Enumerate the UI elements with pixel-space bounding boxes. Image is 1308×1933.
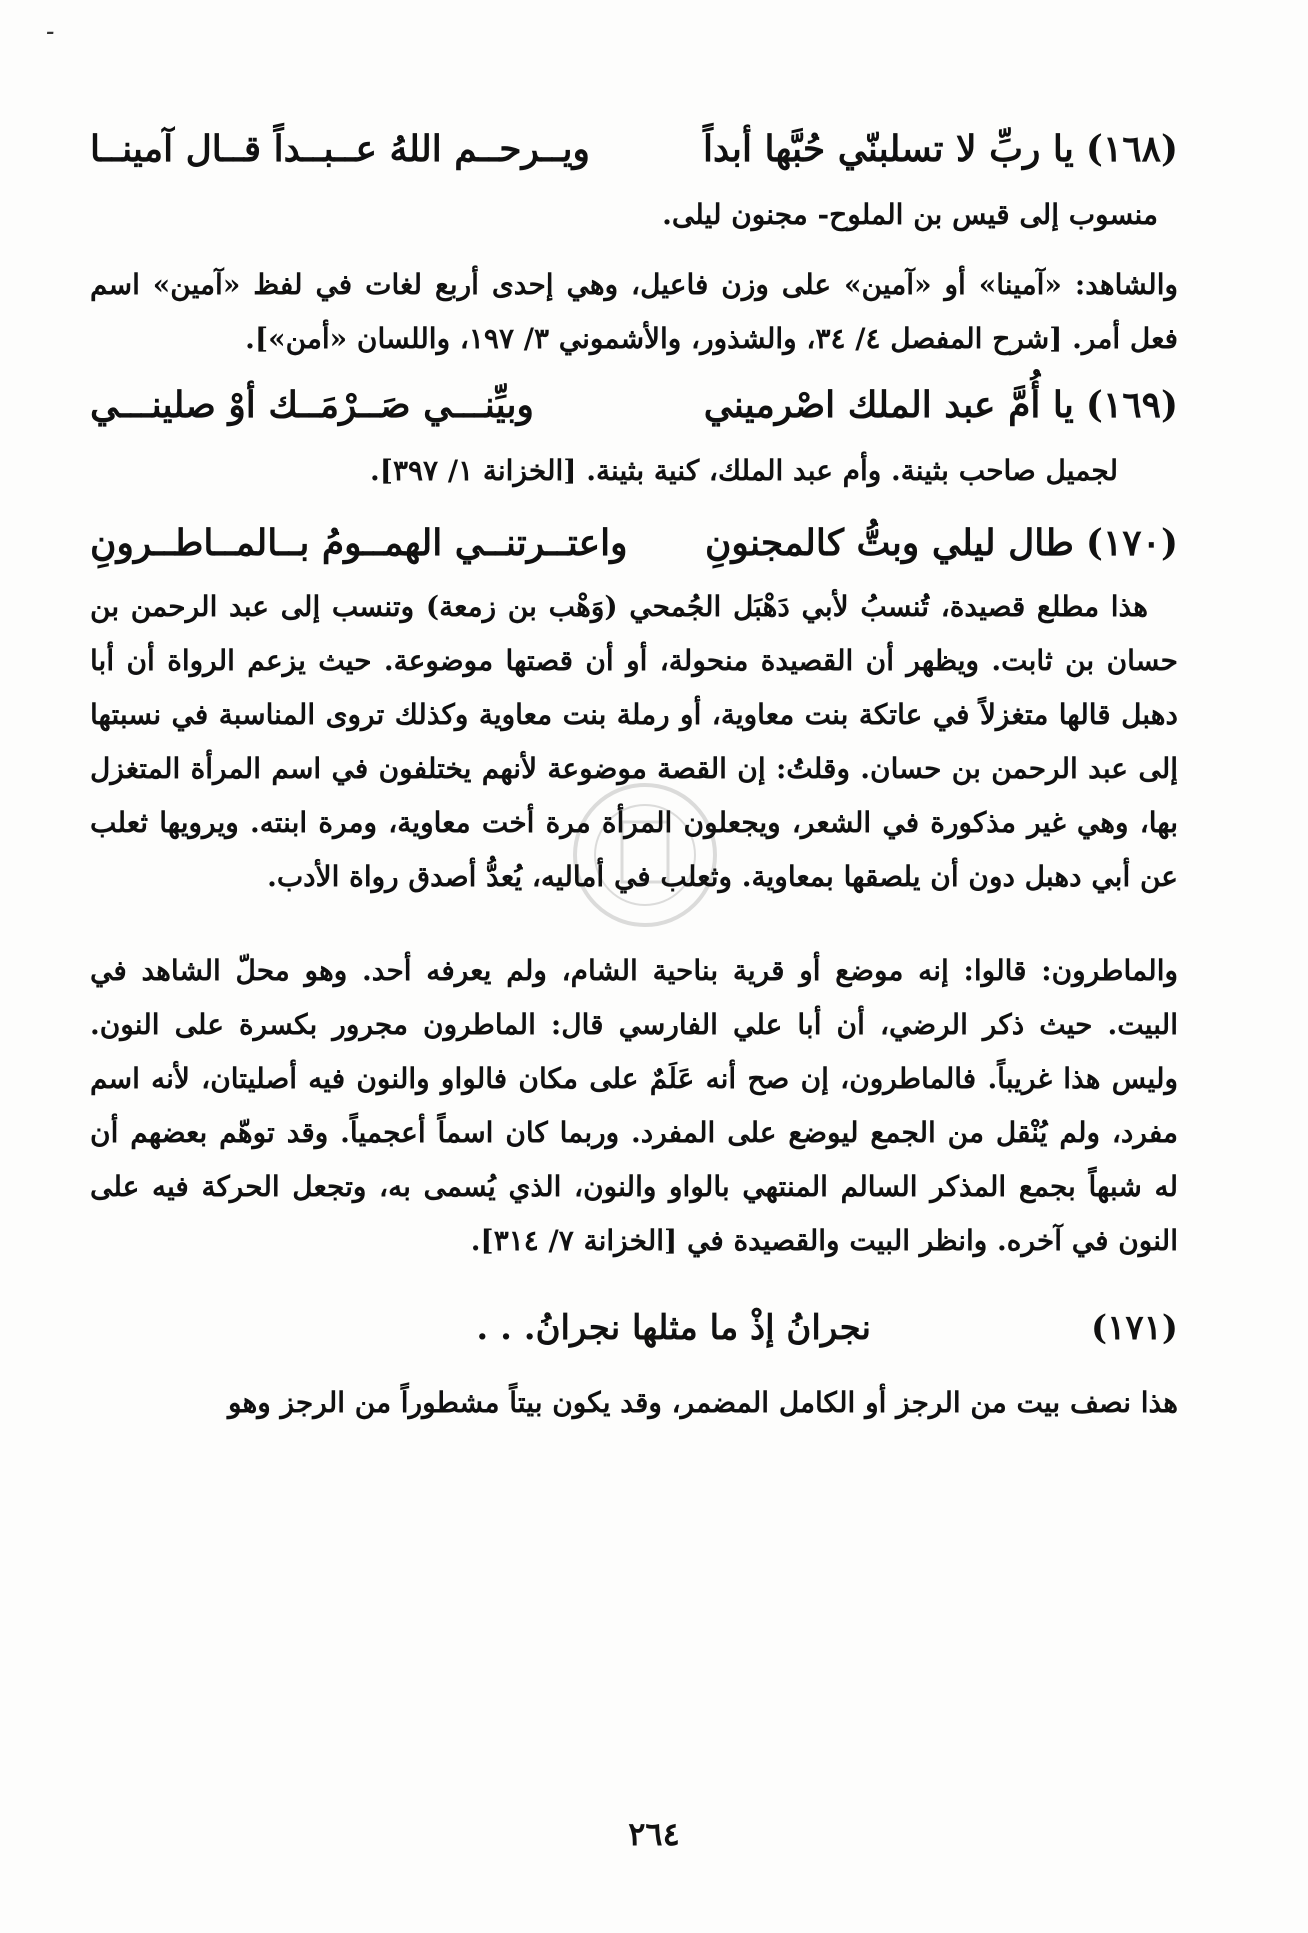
verse-number: (١٦٩) <box>1085 384 1178 426</box>
first-hemistich: يا ربِّ لا تسلبنّي حُبَّها أبداً <box>703 128 1074 170</box>
verse-number: (١٧٠) <box>1085 522 1178 564</box>
second-hemistich: وبيِّنـــي صَــرْمَــك أوْ صلينـــي <box>90 384 534 426</box>
second-hemistich: ويــرحــم اللهُ عــبــداً قــال آمينــا <box>90 128 590 170</box>
paragraph-170-intro: هذا مطلع قصيدة، تُنسبُ لأبي دَهْبَل الجُمحي (وَهْب بن زمعة) وتنسب إلى عبد الرحمن بن حسان بن ثابت. ويظهر أن القصيدة منحولة، أو أن قصتها موضوعة. حيث يزعم الرواة أن أبا دهبل قالها متغزلاً في عاتكة بنت معاوية، أو رملة بنت معاوية وكذلك تروى المناسبة في نسبتها إلى عبد الرحمن بن حسان. وقلتُ: إن القصة موضوعة لأنهم يختلفون في اسم المرأة المتغزل بها، وهي غير مذكورة في الشعر، ويجعلون المرأة مرة أخت معاوية، ومرة ابنته. ويرويها ثعلب عن أبي دهبل دون أن يلصقها بمعاوية. وثعلب في أماليه، يُعدُّ أصدق رواة الأدب. <box>90 590 1179 893</box>
paragraph-171: هذا نصف بيت من الرجز أو الكامل المضمر، وقد يكون بيتاً مشطوراً من الرجز وهو <box>227 1386 1178 1419</box>
attribution-169: لجميل صاحب بثينة. وأم عبد الملك، كنية بثينة. [الخزانة ١/ ٣٩٧]. <box>369 454 1118 487</box>
page-content <box>90 120 1178 1438</box>
verse-168 <box>90 120 1178 178</box>
verse-169 <box>90 376 1178 434</box>
verse-170 <box>90 514 1178 572</box>
paragraph-170-matirun: والماطرون: قالوا: إنه موضع أو قرية بناحية الشام، ولم يعرفه أحد. وهو محلّ الشاهد في البيت. حيث ذكر الرضي، أن أبا علي الفارسي قال: الماطرون مجرور بكسرة على النون. وليس هذا غريباً. فالماطرون، إن صح أنه عَلَمٌ على مكان فالواو والنون فيه أصليتان، لأنه اسم مفرد، ولم يُنْقل من الجمع ليوضع على المفرد. وربما كان اسماً أعجمياً. وقد توهّم بعضهم أن له شبهاً بجمع المذكر السالم المنتهي بالواو والنون، الذي يُسمى به، وتجعل الحركة فيه على النون في آخره. وانظر البيت والقصيدة في [الخزانة ٧/ ٣١٤]. <box>90 954 1178 1257</box>
page-number: ٢٦٤ <box>628 1815 680 1853</box>
paragraph-168: والشاهد: «آمينا» أو «آمين» على وزن فاعيل، وهي إحدى أربع لغات في لفظ «آمين» اسم فعل أمر. [شرح المفصل ٤/ ٣٤، والشذور، والأشموني ٣/ ١٩٧، واللسان «أمن»]. <box>90 268 1178 355</box>
verse-171 <box>90 1298 1178 1358</box>
second-hemistich: واعتــرتنــي الهمــومُ بــالمــاطــرونِ <box>90 522 628 564</box>
verse-text: نجرانُ إذْ ما مثلها نجرانُ. . . <box>476 1308 872 1348</box>
first-hemistich: يا أُمَّ عبد الملك اصْرميني <box>703 384 1074 426</box>
corner-mark: ۔ <box>42 8 59 41</box>
first-hemistich: طال ليلي وبتُّ كالمجنونِ <box>704 522 1074 564</box>
verse-number: (١٧١) <box>1091 1308 1178 1348</box>
attribution-168: منسوب إلى قيس بن الملوح- مجنون ليلى. <box>662 198 1158 231</box>
verse-number: (١٦٨) <box>1085 128 1178 170</box>
